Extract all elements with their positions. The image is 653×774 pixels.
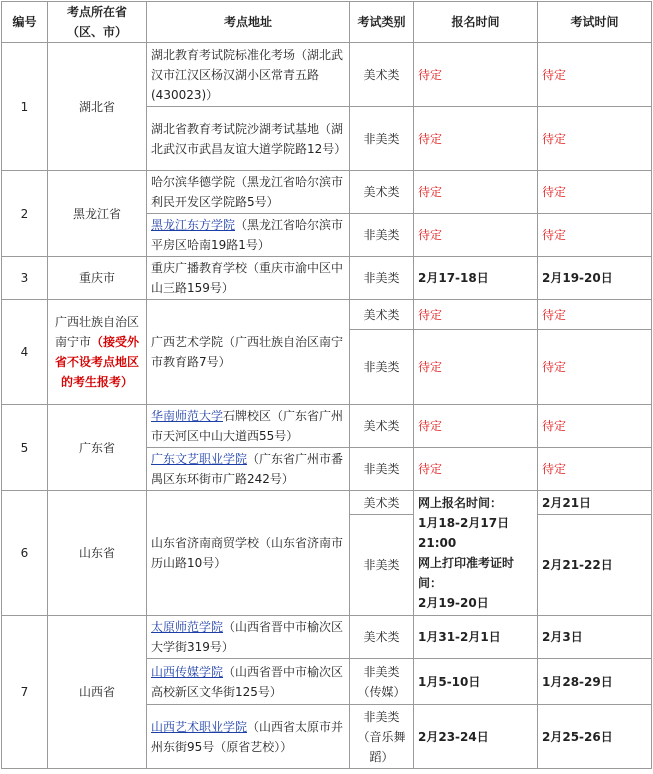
exam-time-cell: 待定 <box>538 330 652 405</box>
registration-line: 2月19-20日 <box>418 596 489 610</box>
exam-time-cell: 待定 <box>538 405 652 448</box>
registration-line: 网上报名时间： <box>418 496 503 510</box>
exam-schedule-table <box>1 1 652 769</box>
row-number: 6 <box>2 491 48 616</box>
province-cell: 广东省 <box>48 405 147 491</box>
province-note: （接受外省不设考点地区的考生报考） <box>54 335 140 389</box>
registration-line: 21:00 <box>418 536 457 550</box>
address-cell: 广西艺术学院（广西壮族自治区南宁市教育路7号） <box>147 300 350 405</box>
row-number: 7 <box>2 616 48 769</box>
exam-time-cell: 2月19-20日 <box>538 257 652 300</box>
row-number: 4 <box>2 300 48 405</box>
registration-cell: 待定 <box>414 43 538 107</box>
category-cell: 美术类 <box>350 300 414 330</box>
address-cell: 湖北省教育考试院沙湖考试基地（湖北武汉市武昌友谊大道学院路12号） <box>147 107 350 171</box>
registration-cell: 1月5-10日 <box>414 659 538 705</box>
address-cell <box>147 705 350 769</box>
exam-time-cell: 2月21-22日 <box>538 515 652 616</box>
school-link[interactable]: 山西传媒学院 <box>151 664 224 679</box>
address-cell: 山东省济南商贸学校（山东省济南市历山路10号） <box>147 491 350 616</box>
header-exam-time: 考试时间 <box>538 2 652 43</box>
address-text: （黑龙江省哈尔滨市平房区哈南19路1号） <box>151 218 344 252</box>
table-row <box>2 491 652 515</box>
address-cell: 湖北教育考试院标准化考场（湖北武汉市江汉区杨汉湖小区常青五路(430023)） <box>147 43 350 107</box>
category-cell: 非美类 <box>350 257 414 300</box>
address-text: （山西省晋中市榆次区大学街319号） <box>151 620 344 654</box>
category-cell: 非美类（传媒） <box>350 659 414 705</box>
school-link[interactable]: 太原师范学院 <box>151 620 224 634</box>
province-cell: 重庆市 <box>48 257 147 300</box>
registration-cell: 待定 <box>414 405 538 448</box>
table-row <box>2 616 652 659</box>
exam-time-cell: 2月21日 <box>538 491 652 515</box>
category-cell: 非美类 <box>350 330 414 405</box>
category-cell: 美术类 <box>350 405 414 448</box>
address-cell <box>147 616 350 659</box>
province-name: 广西壮族自治区南宁市 <box>54 315 139 349</box>
table-row <box>2 171 652 214</box>
category-cell: 美术类 <box>350 491 414 515</box>
registration-cell: 待定 <box>414 448 538 491</box>
address-text: 石牌校区（广东省广州市天河区中山大道西55号） <box>151 409 344 443</box>
province-cell: 黑龙江省 <box>48 171 147 257</box>
registration-cell: 2月23-24日 <box>414 705 538 769</box>
province-cell <box>48 300 147 405</box>
category-cell: 美术类 <box>350 171 414 214</box>
registration-cell: 待定 <box>414 107 538 171</box>
header-category: 考试类别 <box>350 2 414 43</box>
registration-cell: 待定 <box>414 300 538 330</box>
table-row <box>2 300 652 330</box>
category-cell: 非美类 <box>350 515 414 616</box>
address-cell: 重庆广播教育学校（重庆市渝中区中山三路159号） <box>147 257 350 300</box>
province-cell: 山西省 <box>48 616 147 769</box>
registration-cell: 待定 <box>414 214 538 257</box>
category-cell: 非美类 <box>350 448 414 491</box>
school-link[interactable]: 山西艺术职业学院 <box>151 719 248 734</box>
header-registration: 报名时间 <box>414 2 538 43</box>
exam-time-cell: 2月3日 <box>538 616 652 659</box>
registration-cell: 待定 <box>414 171 538 214</box>
registration-cell: 2月17-18日 <box>414 257 538 300</box>
registration-line: 1月18-2月17日 <box>418 516 510 530</box>
table-row <box>2 43 652 107</box>
address-cell: 哈尔滨华德学院（黑龙江省哈尔滨市利民开发区学院路5号） <box>147 171 350 214</box>
category-cell: 非美类（音乐舞蹈） <box>350 705 414 769</box>
registration-line: 网上打印准考证时间： <box>418 556 515 590</box>
exam-time-cell: 1月28-29日 <box>538 659 652 705</box>
exam-time-cell: 待定 <box>538 43 652 107</box>
table-row <box>2 405 652 448</box>
table-row <box>2 257 652 300</box>
exam-time-cell: 待定 <box>538 171 652 214</box>
registration-cell <box>414 491 538 616</box>
address-text: （广东省广州市番禺区东环街市广路242号） <box>151 452 344 486</box>
province-cell: 山东省 <box>48 491 147 616</box>
registration-cell: 1月31-2月1日 <box>414 616 538 659</box>
category-cell: 美术类 <box>350 616 414 659</box>
exam-time-cell: 待定 <box>538 300 652 330</box>
school-link[interactable]: 广东文艺职业学院 <box>151 452 248 466</box>
address-cell <box>147 659 350 705</box>
address-text: （山西省太原市并州东街95号（原省艺校）） <box>151 719 344 754</box>
address-text: （山西省晋中市榆次区高校新区文华街125号） <box>151 664 344 699</box>
category-cell: 美术类 <box>350 43 414 107</box>
header-address: 考点地址 <box>147 2 350 43</box>
address-cell <box>147 405 350 448</box>
category-cell: 非美类 <box>350 107 414 171</box>
row-number: 1 <box>2 43 48 171</box>
school-link[interactable]: 黑龙江东方学院 <box>151 218 236 232</box>
address-cell <box>147 448 350 491</box>
exam-time-cell: 待定 <box>538 214 652 257</box>
header-row <box>2 2 652 43</box>
row-number: 2 <box>2 171 48 257</box>
province-cell: 湖北省 <box>48 43 147 171</box>
row-number: 5 <box>2 405 48 491</box>
row-number: 3 <box>2 257 48 300</box>
category-cell: 非美类 <box>350 214 414 257</box>
exam-time-cell: 待定 <box>538 107 652 171</box>
registration-cell: 待定 <box>414 330 538 405</box>
school-link[interactable]: 华南师范大学 <box>151 409 224 423</box>
exam-time-cell: 2月25-26日 <box>538 705 652 769</box>
exam-time-cell: 待定 <box>538 448 652 491</box>
address-cell <box>147 214 350 257</box>
header-province: 考点所在省（区、市） <box>48 2 147 43</box>
header-no: 编号 <box>2 2 48 43</box>
